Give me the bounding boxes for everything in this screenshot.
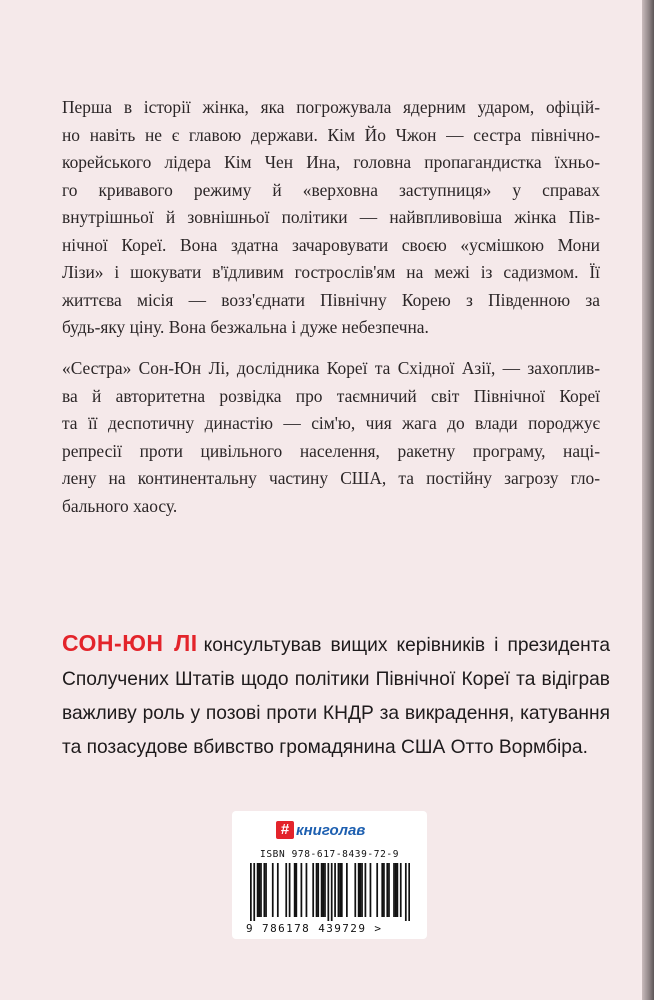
barcode-bar [327, 863, 329, 921]
text-line: репресії проти цивільного населення, ракетну програму, наці- [62, 440, 600, 461]
barcode-bar [322, 863, 324, 917]
blurb-paragraph-2 [62, 355, 600, 520]
text-line: нічної Кореї. Вона здатна зачаровувати своєю «усмішкою Мони [62, 234, 600, 255]
text-line: «Сестра» Сон-Юн Лі, дослідника Кореї та Східної Азії, — захоплив- [62, 358, 600, 378]
barcode-bar [370, 863, 372, 917]
author-bio [62, 626, 610, 765]
barcode-bar [381, 863, 383, 917]
barcode-sticker [232, 811, 427, 939]
barcode-bar [253, 863, 255, 921]
text-line: внутрішньої й зовнішньої політики — найвпливовіша жінка Пів- [62, 207, 600, 227]
barcode-bar [317, 863, 319, 917]
barcode-bar [339, 863, 341, 917]
barcode-bar [376, 863, 378, 917]
barcode-bar [321, 863, 323, 917]
author-name: СОН-ЮН ЛІ [62, 630, 198, 656]
barcode-bar [289, 863, 291, 917]
author-bio-text: консультував вищих керівників і президента [203, 635, 610, 656]
text-line: лену на континентальну частину США, та постійну загрозу гло- [62, 468, 600, 488]
text-line: життєва місія — возз'єднати Північну Корею з Південною за [62, 289, 600, 310]
barcode-bar [331, 863, 333, 921]
isbn-label: ISBN 978-617-8439-72-9 [260, 849, 400, 860]
barcode-bar [338, 863, 340, 917]
barcode-bar [400, 863, 402, 917]
barcode-bar [277, 863, 279, 917]
barcode-bar [397, 863, 399, 917]
barcode-bar [263, 863, 265, 917]
barcode-bar [354, 863, 356, 917]
barcode-bar [257, 863, 259, 917]
book-edge-shadow [642, 0, 654, 1000]
barcode-bar [393, 863, 395, 917]
hashtag-icon: # [276, 821, 294, 839]
barcode-bar [301, 863, 303, 917]
barcode-bar [358, 863, 360, 917]
barcode-icon [250, 863, 410, 923]
barcode-bar [405, 863, 407, 921]
publisher-logo [276, 820, 365, 840]
barcode-bar [260, 863, 262, 917]
text-line: го кривавого режиму й «верховна заступниця» у справах [62, 179, 600, 200]
barcode-digits: 9 786178 439729 > [246, 922, 383, 935]
barcode-bar [361, 863, 363, 917]
blurb-paragraph-1 [62, 94, 600, 342]
text-line: та її деспотичну династію — сім'ю, чия жага до влади породжує [62, 413, 600, 433]
publisher-name: книголав [296, 821, 366, 839]
barcode-bar [359, 863, 361, 917]
barcode-bar [294, 863, 296, 917]
barcode-bar [306, 863, 308, 917]
text-line: Лізи» і шокувати в'їдливим гострослів'ям на межі із садизмом. Її [62, 262, 600, 282]
author-bio-line: важливу роль у позові проти КНДР за викрадення, катування [62, 703, 610, 724]
text-line: будь-яку ціну. Вона безжальна і дуже небезпечна. [62, 317, 429, 337]
text-line: корейського лідера Кім Чен Ина, головна пропагандистка їхньо- [62, 152, 600, 172]
barcode-bar [388, 863, 390, 917]
barcode-bar [250, 863, 252, 921]
barcode-bar [346, 863, 348, 917]
text-line: бального хаосу. [62, 495, 178, 516]
text-line: но навіть не є главою держави. Кім Йо Чжон — сестра північно- [62, 124, 600, 145]
author-bio-line: Сполучених Штатів щодо політики Північної Кореї та відіграв [62, 669, 610, 690]
text-line: Перша в історії жінка, яка погрожувала ядерним ударом, офіцій- [62, 97, 600, 117]
barcode-bar [341, 863, 343, 917]
barcode-bar [386, 863, 388, 917]
barcode-bar [395, 863, 397, 917]
barcode-bar [258, 863, 260, 917]
barcode-bar [265, 863, 267, 917]
author-bio-line [62, 626, 610, 663]
barcode-bar [383, 863, 385, 917]
barcode-bar [408, 863, 410, 921]
barcode-bar [324, 863, 326, 917]
barcode-bar [316, 863, 318, 917]
barcode-bar [365, 863, 367, 917]
barcode-bar [334, 863, 336, 917]
text-line: ва й авторитетна розвідка про таємничий світ Північної Кореї [62, 385, 600, 406]
barcode-bar [285, 863, 287, 917]
barcode-bar [272, 863, 274, 917]
author-bio-line: та позасудове вбивство громадянина США Отто Вормбіра. [62, 737, 588, 758]
barcode-bar [312, 863, 314, 917]
barcode-bar [295, 863, 297, 917]
